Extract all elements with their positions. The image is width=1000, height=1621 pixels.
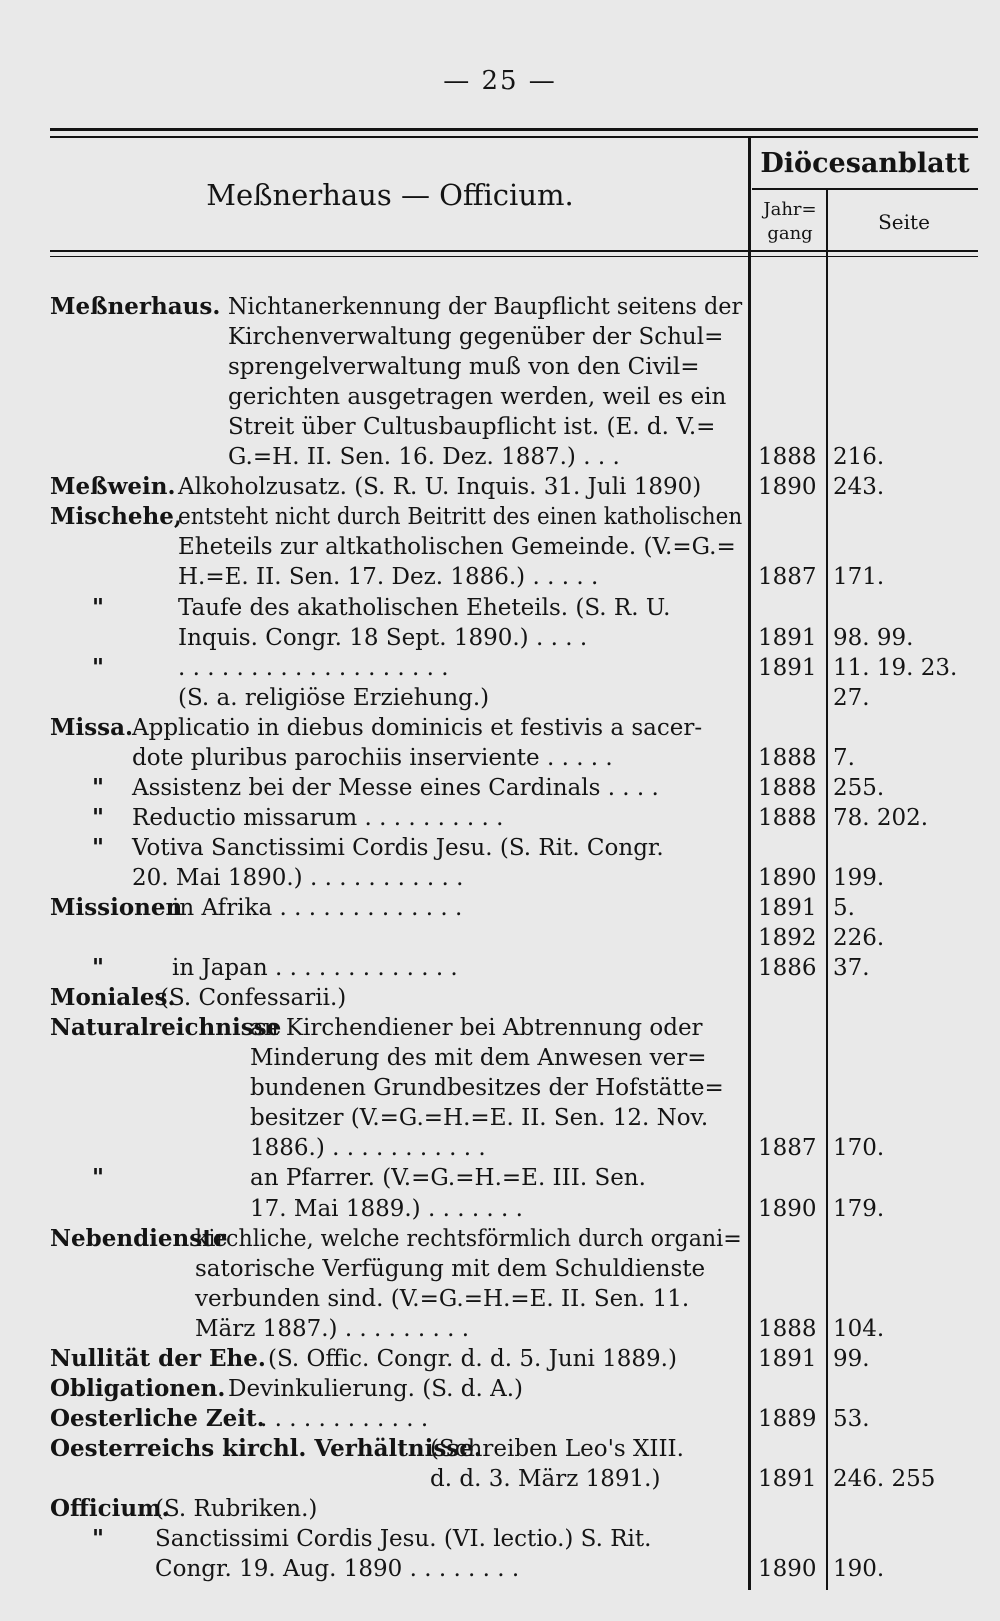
jahrgang-line2: gang	[767, 223, 813, 244]
entry-line	[0, 863, 1000, 893]
entry-keyword: Missa.	[50, 713, 134, 741]
entry-page: 255.	[833, 774, 885, 801]
entry-line	[0, 1464, 1000, 1494]
entry-page: 99.	[833, 1345, 870, 1372]
entry-text: besitzer (V.=G.=H.=E. II. Sen. 12. Nov.	[250, 1105, 709, 1132]
entry-text: 20. Mai 1890.) . . . . . . . . . . .	[132, 864, 464, 891]
entry-text: d. d. 3. März 1891.)	[430, 1465, 661, 1492]
entry-keyword: Nebendienste	[50, 1224, 228, 1252]
entry-page: 5.	[833, 895, 855, 921]
entry-text: März 1887.) . . . . . . . . .	[195, 1315, 470, 1342]
entry-text: . . . . . . . . . . . .	[260, 1405, 429, 1432]
entry-text: Eheteils zur altkatholischen Gemeinde. (V.=G.=	[178, 534, 736, 561]
entry-text: sprengelverwaltung muß von den Civil=	[228, 354, 700, 381]
entry-page: 53.	[833, 1405, 870, 1432]
ditto-mark: "	[92, 803, 104, 831]
entry-line	[0, 1524, 1000, 1554]
entry-year: 1888	[758, 774, 817, 801]
entry-text: Nichtanerkennung der Baupflicht seitens der	[228, 294, 743, 320]
header-rule-top	[50, 128, 978, 131]
entry-text: Congr. 19. Aug. 1890 . . . . . . . .	[155, 1556, 520, 1583]
ditto-mark: "	[92, 1525, 104, 1553]
entry-line	[0, 1284, 1000, 1314]
entry-keyword: Meßnerhaus.	[50, 293, 221, 320]
ditto-mark: "	[92, 653, 104, 681]
entry-page: 170.	[833, 1135, 885, 1162]
entry-keyword: Missionen	[50, 894, 183, 921]
entry-line	[0, 1554, 1000, 1584]
entry-line	[0, 713, 1000, 743]
entry-line	[0, 292, 1000, 322]
entry-line	[0, 442, 1000, 472]
entry-line	[0, 1494, 1000, 1524]
entry-year: 1890	[758, 474, 817, 501]
entry-text: an Kirchendiener bei Abtrennung oder	[250, 1015, 703, 1042]
entry-page: 171.	[833, 564, 885, 591]
entry-text: Sanctissimi Cordis Jesu. (VI. lectio.) S. Rit.	[155, 1526, 652, 1553]
entry-text: Reductio missarum . . . . . . . . . .	[132, 804, 504, 831]
entry-page: 243.	[833, 474, 885, 501]
entry-line	[0, 532, 1000, 562]
entry-page: 37.	[833, 955, 870, 982]
header-rule-second	[50, 136, 978, 138]
entry-text: Assistenz bei der Messe eines Cardinals . . . .	[132, 774, 659, 801]
entry-line	[0, 1163, 1000, 1193]
entry-keyword: Obligationen.	[50, 1374, 226, 1402]
entry-text: in Afrika . . . . . . . . . . . . .	[172, 895, 463, 921]
entry-line	[0, 322, 1000, 352]
entry-year: 1891	[758, 654, 817, 681]
entry-line	[0, 352, 1000, 382]
entry-line	[0, 983, 1000, 1013]
jahrgang-line1: Jahr=	[763, 199, 817, 220]
entry-keyword: Oesterliche Zeit.	[50, 1404, 265, 1432]
entry-year: 1888	[758, 444, 817, 471]
entry-text: Inquis. Congr. 18 Sept. 1890.) . . . .	[178, 624, 588, 651]
entry-year: 1888	[758, 744, 817, 771]
entry-page: 11. 19. 23.	[833, 654, 958, 681]
entry-keyword: Officium.	[50, 1495, 170, 1522]
entry-line	[0, 1374, 1000, 1404]
entry-line	[0, 382, 1000, 412]
entry-text: bundenen Grundbesitzes der Hofstätte=	[250, 1075, 724, 1102]
entry-keyword: Nullität der Ehe.	[50, 1344, 266, 1372]
entry-year: 1890	[758, 1195, 817, 1222]
entry-text: (Schreiben Leo's XIII.	[430, 1435, 684, 1462]
entry-text: (S. Confessarii.)	[160, 985, 347, 1012]
entry-line	[0, 1103, 1000, 1133]
entry-keyword: Naturalreichnisse	[50, 1014, 282, 1042]
entry-text: Kirchenverwaltung gegenüber der Schul=	[228, 324, 724, 351]
ditto-mark: "	[92, 1164, 104, 1192]
entry-text: Devinkulierung. (S. d. A.)	[228, 1375, 524, 1402]
entry-page: 246. 255	[833, 1465, 936, 1492]
entry-text: 17. Mai 1889.) . . . . . . .	[250, 1195, 523, 1222]
entry-text: . . . . . . . . . . . . . . . . . . .	[178, 654, 449, 681]
entry-page: 27.	[833, 684, 870, 711]
entry-page: 226.	[833, 925, 885, 952]
entry-line	[0, 1434, 1000, 1464]
entry-page: 199.	[833, 864, 885, 891]
entry-text: (S. a. religiöse Erziehung.)	[178, 684, 490, 711]
ditto-mark: "	[92, 954, 104, 982]
entry-line	[0, 923, 1000, 953]
entry-year: 1891	[758, 1465, 817, 1492]
header-rule-bottom	[50, 250, 978, 252]
seite-header: Seite	[878, 210, 930, 234]
entry-line	[0, 1194, 1000, 1224]
entry-year: 1886	[758, 955, 817, 982]
entry-text: dote pluribus parochiis inserviente . . . . .	[132, 744, 613, 771]
entry-text: Minderung des mit dem Anwesen ver=	[250, 1045, 707, 1072]
entry-year: 1891	[758, 895, 817, 921]
header-rule-dioecesan	[752, 188, 978, 190]
entry-line	[0, 562, 1000, 592]
entry-keyword: Oesterreichs kirchl. Verhältnisse.	[50, 1434, 482, 1462]
entry-text: H.=E. II. Sen. 17. Dez. 1886.) . . . . .	[178, 564, 599, 591]
entry-page: 190.	[833, 1556, 885, 1583]
header-rule-bottom-2	[50, 256, 978, 257]
entry-text: Alkoholzusatz. (S. R. U. Inquis. 31. Juli 1890)	[178, 474, 702, 501]
entry-text: Votiva Sanctissimi Cordis Jesu. (S. Rit. Congr.	[132, 834, 664, 861]
entry-line	[0, 1043, 1000, 1073]
entry-line	[0, 1133, 1000, 1163]
entry-line	[0, 1013, 1000, 1043]
entry-line	[0, 653, 1000, 683]
page-number: — 25 —	[443, 66, 557, 96]
entry-line	[0, 1344, 1000, 1374]
entry-line	[0, 593, 1000, 623]
entry-page: 7.	[833, 744, 855, 771]
entry-page: 104.	[833, 1315, 885, 1342]
entry-line	[0, 1404, 1000, 1434]
entry-line	[0, 412, 1000, 442]
entry-text: verbunden sind. (V.=G.=H.=E. II. Sen. 11.	[195, 1285, 690, 1312]
entry-year: 1887	[758, 564, 817, 591]
entry-line	[0, 833, 1000, 863]
entry-line	[0, 953, 1000, 983]
entry-text: kirchliche, welche rechtsförmlich durch organi=	[195, 1225, 742, 1252]
entry-line	[0, 623, 1000, 653]
entry-line	[0, 773, 1000, 803]
entry-line	[0, 1254, 1000, 1284]
entry-year: 1890	[758, 1556, 817, 1583]
entry-page: 179.	[833, 1195, 885, 1222]
entry-line	[0, 1314, 1000, 1344]
ditto-mark: "	[92, 593, 104, 621]
jahrgang-header	[752, 198, 828, 246]
ditto-mark: "	[92, 773, 104, 801]
entry-year: 1890	[758, 864, 817, 891]
entry-line	[0, 803, 1000, 833]
entry-year: 1892	[758, 925, 817, 952]
entry-page: 98. 99.	[833, 624, 914, 651]
entry-line	[0, 683, 1000, 713]
entry-line	[0, 1073, 1000, 1103]
entry-line	[0, 472, 1000, 502]
entry-line	[0, 1224, 1000, 1254]
entry-year: 1891	[758, 1345, 817, 1372]
entry-year: 1891	[758, 624, 817, 651]
entry-year: 1888	[758, 1315, 817, 1342]
entry-year: 1888	[758, 804, 817, 831]
entry-text: an Pfarrer. (V.=G.=H.=E. III. Sen.	[250, 1165, 646, 1192]
section-title: Meßnerhaus — Officium.	[206, 178, 574, 212]
entry-year: 1887	[758, 1135, 817, 1162]
entry-keyword: Mischehe,	[50, 503, 182, 531]
entry-year: 1889	[758, 1405, 817, 1432]
ditto-mark: "	[92, 833, 104, 861]
entry-text: 1886.) . . . . . . . . . . .	[250, 1135, 486, 1162]
entry-page: 216.	[833, 444, 885, 471]
entry-text: G.=H. II. Sen. 16. Dez. 1887.) . . .	[228, 444, 620, 471]
entry-text: in Japan . . . . . . . . . . . . .	[172, 955, 458, 982]
entry-text: entsteht nicht durch Beitritt des einen katholischen	[178, 504, 743, 531]
entry-text: Streit über Cultusbaupflicht ist. (E. d. V.=	[228, 414, 716, 441]
entry-text: Applicatio in diebus dominicis et festivis a sacer-	[132, 714, 703, 741]
entry-keyword: Moniales.	[50, 984, 176, 1012]
entry-text: satorische Verfügung mit dem Schuldienste	[195, 1255, 706, 1282]
entry-line	[0, 502, 1000, 532]
entry-text: (S. Offic. Congr. d. d. 5. Juni 1889.)	[268, 1345, 677, 1372]
entry-text: Taufe des akatholischen Eheteils. (S. R. U.	[178, 594, 671, 621]
entry-line	[0, 743, 1000, 773]
entry-line	[0, 893, 1000, 923]
dioecesanblatt-header: Diöcesanblatt	[760, 148, 970, 179]
entry-text: gerichten ausgetragen werden, weil es ein	[228, 384, 727, 411]
entry-page: 78. 202.	[833, 804, 929, 831]
entry-text: (S. Rubriken.)	[155, 1496, 318, 1522]
entry-keyword: Meßwein.	[50, 473, 176, 501]
